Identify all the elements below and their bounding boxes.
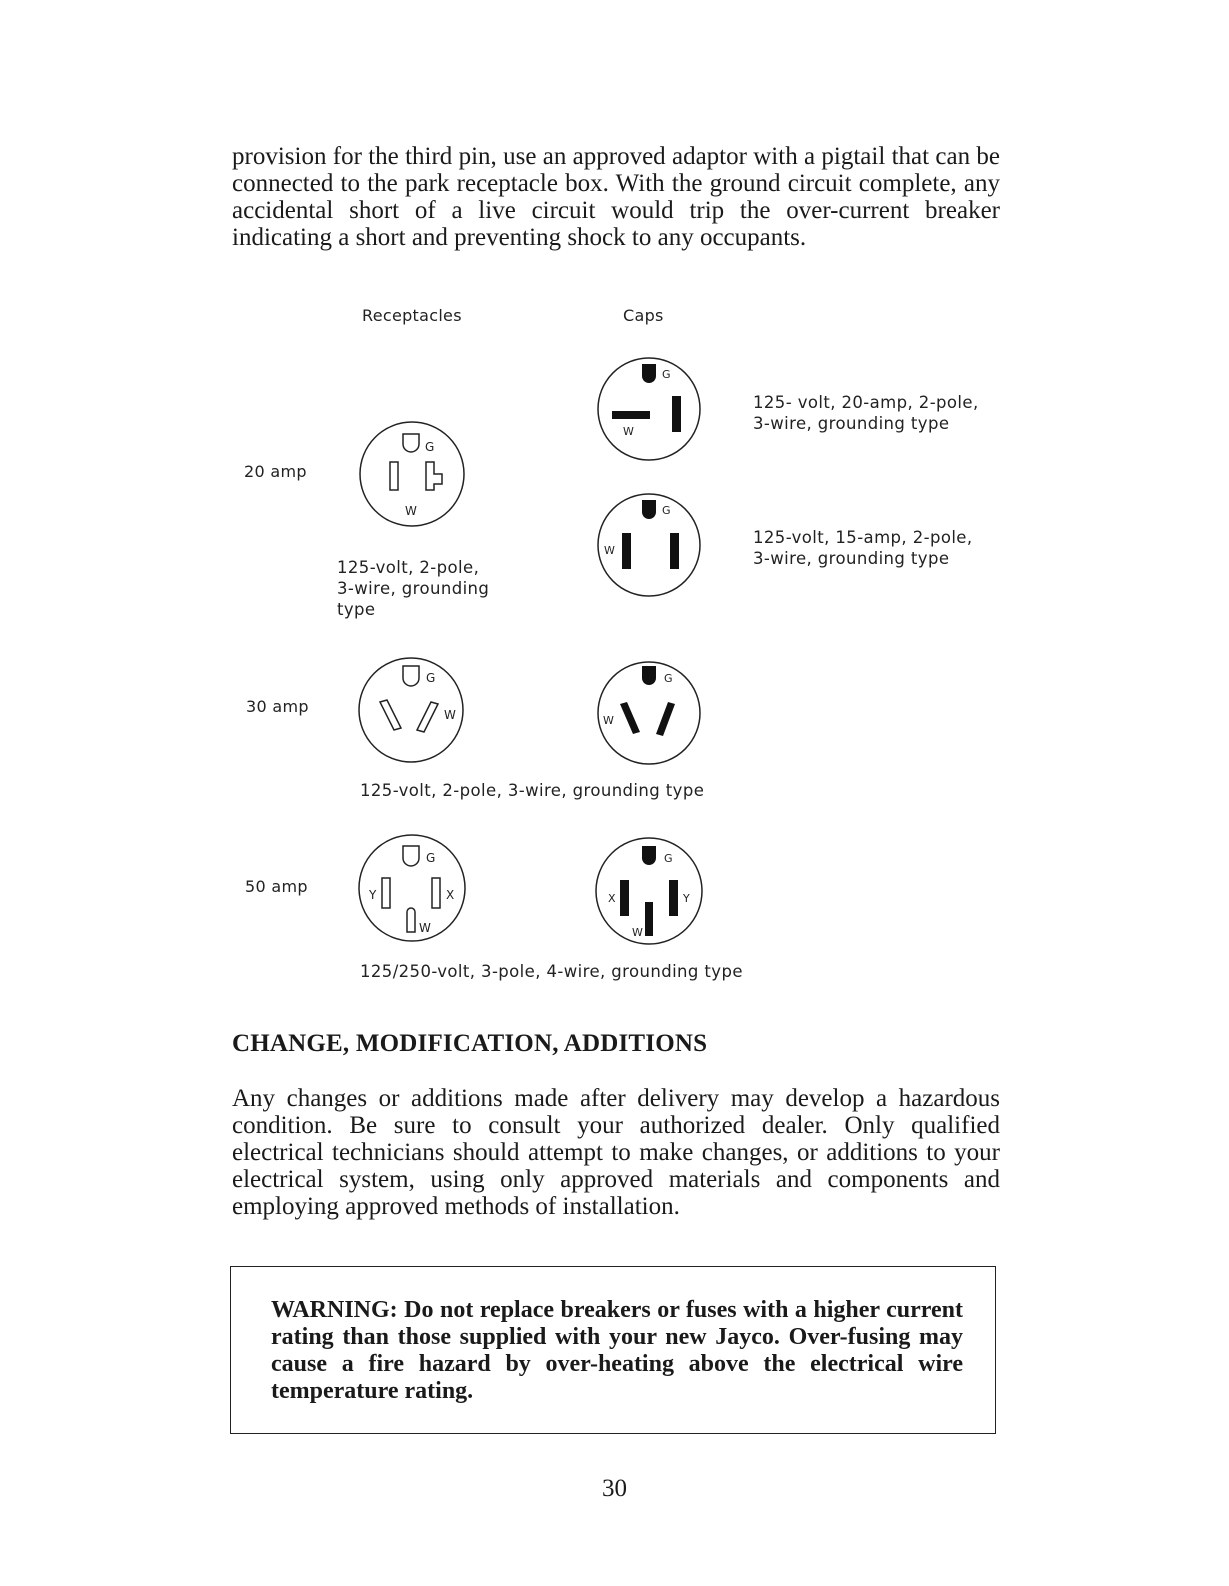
cap-20-amp-description: 125- volt, 20-amp, 2-pole, 3-wire, grounding type: [753, 393, 979, 433]
letter-g-label: G: [425, 440, 435, 454]
letter-g-label: G: [426, 851, 436, 865]
letter-y-label: Y: [369, 888, 377, 902]
page-number: 30: [602, 1475, 627, 1502]
letter-w-label: W: [623, 425, 634, 438]
letter-w-label: W: [419, 921, 431, 935]
letter-w-label: W: [405, 504, 417, 518]
receptacle-20-amp: [356, 420, 468, 528]
receptacle-50-amp: [356, 832, 468, 944]
letter-w-label: W: [444, 708, 456, 722]
letter-w-label: W: [603, 714, 614, 727]
warning-box: [230, 1266, 996, 1434]
cap-15-amp-description: 125-volt, 15-amp, 2-pole, 3-wire, grounding type: [753, 528, 973, 568]
receptacle-20-description: 125-volt, 2-pole, 3-wire, grounding type: [337, 558, 490, 619]
cap-50-amp: [594, 836, 704, 946]
warning-text: WARNING: Do not replace breakers or fuses with a higher current rating than those supplied with your new Jayco. Over-fusing may cause a fire hazard by over-heating above the electrical wire temperature rating.: [271, 1297, 963, 1404]
receptacles-column-label: Receptacles: [362, 306, 462, 325]
caps-column-label: Caps: [623, 306, 664, 325]
letter-g-label: G: [664, 672, 673, 685]
letter-g-label: G: [426, 671, 436, 685]
letter-x-label: X: [608, 892, 616, 905]
intro-paragraph: provision for the third pin, use an approved adaptor with a pigtail that can be connected to the park receptacle box. With the ground circuit complete, any accidental short of a live circuit would trip the over-current breaker indicating a short and preventing shock to any occupants.: [232, 143, 1000, 251]
letter-y-label: Y: [683, 892, 690, 905]
amp-label-50: 50 amp: [245, 877, 308, 896]
letter-x-label: X: [446, 888, 455, 902]
plug-30-amp-description: 125-volt, 2-pole, 3-wire, grounding type: [360, 781, 705, 800]
letter-w-label: W: [604, 544, 615, 557]
letter-g-label: G: [662, 368, 671, 381]
letter-g-label: G: [662, 504, 671, 517]
plug-50-amp-description: 125/250-volt, 3-pole, 4-wire, grounding type: [360, 962, 743, 981]
letter-w-label: W: [632, 926, 643, 939]
cap-20-amp: [596, 356, 702, 462]
receptacle-30-amp: [356, 656, 466, 764]
letter-g-label: G: [664, 852, 673, 865]
amp-label-20: 20 amp: [244, 462, 307, 481]
section-paragraph: Any changes or additions made after delivery may develop a hazardous condition. Be sure to consult your authorized dealer. Only qualified electrical technicians should attempt to make changes, or additions to your electrical system, using only approved materials and components and employing approved methods of installation.: [232, 1085, 1000, 1220]
section-heading: CHANGE, MODIFICATION, ADDITIONS: [232, 1030, 708, 1057]
amp-label-30: 30 amp: [246, 697, 309, 716]
cap-15-amp: [596, 492, 702, 598]
cap-30-amp: [596, 660, 702, 766]
